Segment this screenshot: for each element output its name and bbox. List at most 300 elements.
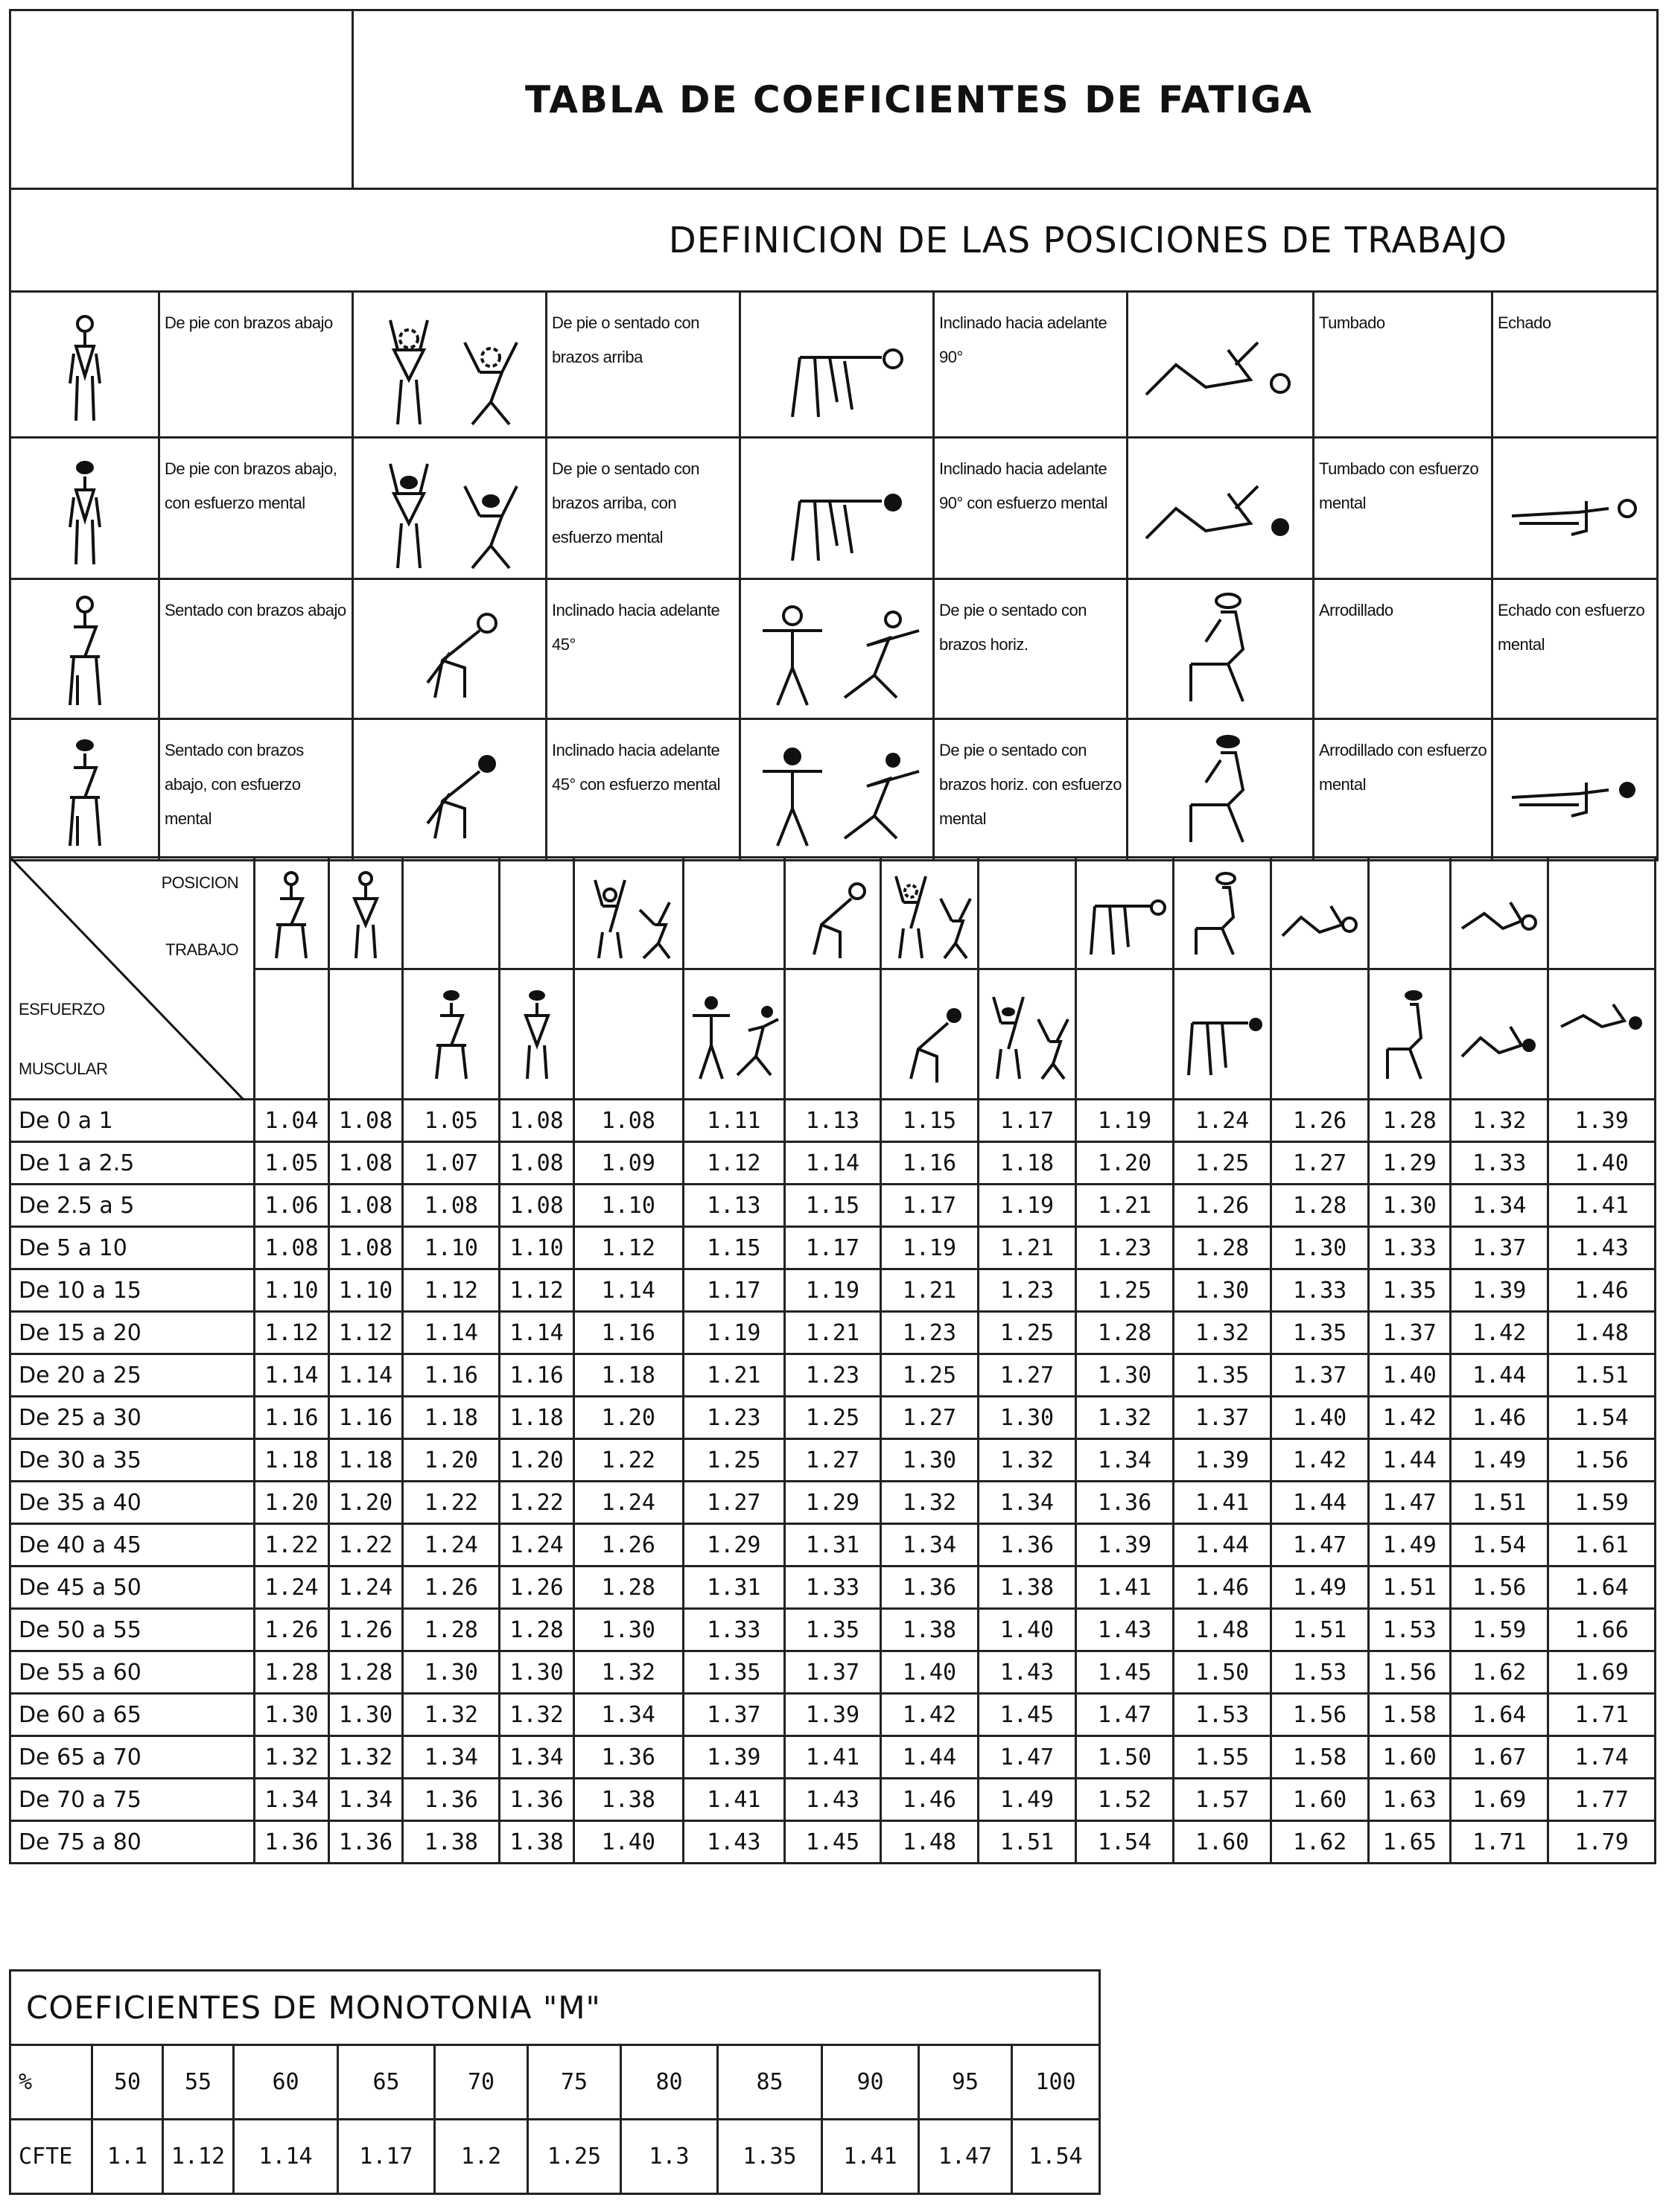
table-row <box>10 1736 1656 1779</box>
coefficient-cell: 1.05 <box>255 1142 329 1185</box>
coefficient-cell: 1.51 <box>1271 1609 1369 1651</box>
coefficient-cell: 1.33 <box>1451 1142 1548 1185</box>
coefficient-cell: 1.32 <box>978 1439 1075 1482</box>
table-row <box>10 1482 1656 1524</box>
coefficient-cell: 1.35 <box>1369 1269 1451 1312</box>
coefficient-cell: 1.25 <box>1076 1269 1174 1312</box>
coefficient-cell: 1.12 <box>403 1269 500 1312</box>
coefficient-cell: 1.60 <box>1369 1736 1451 1779</box>
coefficient-cell: 1.51 <box>978 1821 1075 1864</box>
row-label: De 30 a 35 <box>10 1439 255 1482</box>
coefficient-cell: 1.30 <box>328 1694 403 1736</box>
coefficient-cell: 1.17 <box>683 1269 784 1312</box>
row-label: De 75 a 80 <box>10 1821 255 1864</box>
coefficient-cell: 1.34 <box>880 1524 978 1566</box>
coefficient-cell: 1.21 <box>784 1312 880 1354</box>
coefficient-cell: 1.14 <box>255 1354 329 1397</box>
col-figure-kneeling-icon <box>1174 858 1271 969</box>
coefficient-cell: 1.08 <box>403 1185 500 1227</box>
coefficient-cell: 1.08 <box>500 1100 574 1142</box>
definitions-table <box>9 9 1659 861</box>
coefficient-cell: 1.27 <box>978 1354 1075 1397</box>
monotony-percent-cell: 85 <box>718 2045 822 2120</box>
coefficient-cell: 1.49 <box>978 1779 1075 1821</box>
coefficient-cell: 1.64 <box>1548 1566 1656 1609</box>
def-label: Echado con esfuerzo mental <box>1492 579 1658 719</box>
def-label: Inclinado hacia adelante 45° con esfuerzo mental <box>547 719 740 861</box>
coefficient-cell: 1.54 <box>1076 1821 1174 1864</box>
coefficient-cell: 1.32 <box>255 1736 329 1779</box>
coefficient-cell: 1.14 <box>328 1354 403 1397</box>
coefficient-cell: 1.64 <box>1451 1694 1548 1736</box>
coefficient-cell: 1.28 <box>1271 1185 1369 1227</box>
coefficient-cell: 1.43 <box>1548 1227 1656 1269</box>
coefficient-cell: 1.47 <box>1369 1482 1451 1524</box>
coefficient-cell: 1.46 <box>1174 1566 1271 1609</box>
coefficient-cell: 1.15 <box>784 1185 880 1227</box>
col-figure-bent-90-icon <box>1076 858 1174 969</box>
col-header-blank <box>573 969 683 1100</box>
coefficient-cell: 1.15 <box>683 1227 784 1269</box>
coefficient-cell: 1.53 <box>1174 1694 1271 1736</box>
coefficient-cell: 1.18 <box>403 1397 500 1439</box>
row-label: De 55 a 60 <box>10 1651 255 1694</box>
coefficient-cell: 1.09 <box>573 1142 683 1185</box>
coefficient-cell: 1.77 <box>1548 1779 1656 1821</box>
coefficient-cell: 1.59 <box>1548 1482 1656 1524</box>
monotony-percent-cell: 70 <box>435 2045 528 2120</box>
def-label: De pie con brazos abajo, con esfuerzo mental <box>159 438 353 579</box>
coefficient-cell: 1.25 <box>1174 1142 1271 1185</box>
coefficient-cell: 1.22 <box>500 1482 574 1524</box>
figure-lying-icon <box>1128 292 1314 438</box>
def-label: Arrodillado con esfuerzo mental <box>1314 719 1492 861</box>
monotony-title: COEFICIENTES DE MONOTONIA "M" <box>10 1971 1100 2045</box>
coefficient-cell: 1.56 <box>1369 1651 1451 1694</box>
table-row <box>10 1779 1656 1821</box>
coefficient-cell: 1.08 <box>500 1185 574 1227</box>
coefficient-cell: 1.51 <box>1451 1482 1548 1524</box>
coefficient-cell: 1.37 <box>1271 1354 1369 1397</box>
table-row <box>10 1651 1656 1694</box>
table-row <box>10 1566 1656 1609</box>
coefficient-cell: 1.65 <box>1369 1821 1451 1864</box>
coefficient-cell: 1.10 <box>573 1185 683 1227</box>
coefficient-cell: 1.30 <box>1076 1354 1174 1397</box>
row-label: De 50 a 55 <box>10 1609 255 1651</box>
coefficient-cell: 1.49 <box>1451 1439 1548 1482</box>
coefficient-cell: 1.28 <box>1369 1100 1451 1142</box>
coefficient-cell: 1.57 <box>1174 1779 1271 1821</box>
coefficient-cell: 1.59 <box>1451 1609 1548 1651</box>
coefficient-cell: 1.63 <box>1369 1779 1451 1821</box>
coefficient-cell: 1.28 <box>255 1651 329 1694</box>
def-label: De pie o sentado con brazos arriba, con esfuerzo mental <box>547 438 740 579</box>
col-header-blank <box>1548 858 1656 969</box>
figure-kneeling-mental-icon <box>1128 719 1314 861</box>
coefficient-cell: 1.56 <box>1548 1439 1656 1482</box>
col-figure-lying-mental-icon <box>1451 969 1548 1100</box>
coefficient-cell: 1.44 <box>1174 1524 1271 1566</box>
coefficient-cell: 1.08 <box>328 1227 403 1269</box>
coefficient-cell: 1.27 <box>880 1397 978 1439</box>
coefficient-cell: 1.39 <box>1548 1100 1656 1142</box>
coefficient-cell: 1.71 <box>1548 1694 1656 1736</box>
table-row <box>10 1821 1656 1864</box>
coefficient-cell: 1.49 <box>1271 1566 1369 1609</box>
coefficient-cell: 1.30 <box>255 1694 329 1736</box>
coefficient-cell: 1.36 <box>573 1736 683 1779</box>
coefficient-cell: 1.18 <box>328 1439 403 1482</box>
coefficient-cell: 1.39 <box>1451 1269 1548 1312</box>
col-figure-bent-90-mental-icon <box>1174 969 1271 1100</box>
coefficient-cell: 1.25 <box>683 1439 784 1482</box>
corner-label-work: TRABAJO <box>165 940 239 959</box>
monotony-coefficient-cell: 1.54 <box>1012 2120 1100 2194</box>
table-row <box>10 1312 1656 1354</box>
coefficient-cell: 1.13 <box>784 1100 880 1142</box>
monotony-percent-cell: 75 <box>528 2045 621 2120</box>
col-figure-arms-horizontal-mental-icon <box>683 969 784 1100</box>
def-label: Inclinado hacia adelante 90° con esfuerzo mental <box>934 438 1128 579</box>
coefficient-cell: 1.34 <box>1076 1439 1174 1482</box>
coefficient-cell: 1.16 <box>573 1312 683 1354</box>
coefficient-cell: 1.19 <box>683 1312 784 1354</box>
table-row <box>10 1269 1656 1312</box>
coefficient-cell: 1.62 <box>1271 1821 1369 1864</box>
coefficient-cell: 1.28 <box>500 1609 574 1651</box>
coefficient-cell: 1.36 <box>1076 1482 1174 1524</box>
coefficient-cell: 1.35 <box>784 1609 880 1651</box>
monotony-coefficient-cell: 1.14 <box>234 2120 338 2194</box>
coefficient-cell: 1.43 <box>978 1651 1075 1694</box>
coefficient-cell: 1.20 <box>255 1482 329 1524</box>
coefficient-cell: 1.50 <box>1174 1651 1271 1694</box>
coefficient-cell: 1.66 <box>1548 1609 1656 1651</box>
coefficient-cell: 1.67 <box>1451 1736 1548 1779</box>
coefficient-cell: 1.20 <box>573 1397 683 1439</box>
coefficient-cell: 1.41 <box>683 1779 784 1821</box>
monotony-percent-cell: 95 <box>919 2045 1012 2120</box>
coefficient-cell: 1.37 <box>784 1651 880 1694</box>
coefficient-cell: 1.20 <box>1076 1142 1174 1185</box>
coefficient-cell: 1.45 <box>1076 1651 1174 1694</box>
coefficient-cell: 1.08 <box>500 1142 574 1185</box>
coefficient-cell: 1.32 <box>1174 1312 1271 1354</box>
coefficient-cell: 1.20 <box>403 1439 500 1482</box>
coefficient-cell: 1.19 <box>784 1269 880 1312</box>
coefficient-cell: 1.34 <box>255 1779 329 1821</box>
coefficient-cell: 1.37 <box>683 1694 784 1736</box>
coefficient-cell: 1.27 <box>683 1482 784 1524</box>
coefficient-cell: 1.22 <box>328 1524 403 1566</box>
coefficient-cell: 1.56 <box>1271 1694 1369 1736</box>
header-blank-cell <box>10 10 353 189</box>
coefficient-cell: 1.41 <box>784 1736 880 1779</box>
coefficient-cell: 1.17 <box>880 1185 978 1227</box>
coefficient-cell: 1.39 <box>683 1736 784 1779</box>
coefficient-cell: 1.10 <box>403 1227 500 1269</box>
col-figure-bent-45-icon <box>784 858 880 969</box>
coefficient-cell: 1.18 <box>978 1142 1075 1185</box>
coefficient-cell: 1.27 <box>1271 1142 1369 1185</box>
coefficient-cell: 1.58 <box>1271 1736 1369 1779</box>
col-figure-lying-2-icon <box>1451 858 1548 969</box>
table-row <box>10 1397 1656 1439</box>
coefficient-cell: 1.55 <box>1174 1736 1271 1779</box>
coefficient-cell: 1.29 <box>784 1482 880 1524</box>
monotony-coefficient-cell: 1.17 <box>338 2120 435 2194</box>
coefficient-cell: 1.19 <box>1076 1100 1174 1142</box>
table-row <box>10 1439 1656 1482</box>
monotony-coefficient-cell: 1.12 <box>163 2120 234 2194</box>
coefficient-cell: 1.44 <box>880 1736 978 1779</box>
coefficient-cell: 1.42 <box>1369 1397 1451 1439</box>
coefficient-cell: 1.17 <box>978 1100 1075 1142</box>
def-label: Sentado con brazos abajo <box>159 579 353 719</box>
coefficient-cell: 1.19 <box>978 1185 1075 1227</box>
coefficient-cell: 1.13 <box>683 1185 784 1227</box>
coefficient-cell: 1.26 <box>500 1566 574 1609</box>
coefficient-cell: 1.21 <box>978 1227 1075 1269</box>
coefficient-cell: 1.20 <box>500 1439 574 1482</box>
coefficient-cell: 1.47 <box>1076 1694 1174 1736</box>
coefficient-cell: 1.10 <box>500 1227 574 1269</box>
figure-arms-horizontal-mental-icon <box>740 719 934 861</box>
corner-label-position: POSICION <box>161 873 239 892</box>
figure-arms-up-icon <box>353 292 547 438</box>
coefficient-cell: 1.12 <box>573 1227 683 1269</box>
col-figure-seated-mental-icon <box>403 969 500 1100</box>
coefficient-cell: 1.25 <box>978 1312 1075 1354</box>
coefficient-cell: 1.51 <box>1548 1354 1656 1397</box>
coefficient-cell: 1.48 <box>1548 1312 1656 1354</box>
def-label: Tumbado <box>1314 292 1492 438</box>
coefficient-cell: 1.38 <box>880 1609 978 1651</box>
coefficient-cell: 1.35 <box>683 1651 784 1694</box>
row-label: De 20 a 25 <box>10 1354 255 1397</box>
table-row <box>10 1694 1656 1736</box>
coefficient-cell: 1.62 <box>1451 1651 1548 1694</box>
coefficient-cell: 1.25 <box>880 1354 978 1397</box>
col-header-blank <box>1369 858 1451 969</box>
coefficient-cell: 1.56 <box>1451 1566 1548 1609</box>
figure-seated-icon <box>10 579 159 719</box>
coefficient-cell: 1.43 <box>784 1779 880 1821</box>
figure-standing-mental-icon <box>10 438 159 579</box>
monotony-percent-cell: 50 <box>92 2045 163 2120</box>
col-header-blank <box>978 858 1075 969</box>
col-figure-arms-up-icon <box>573 858 683 969</box>
coefficient-cell: 1.54 <box>1451 1524 1548 1566</box>
table-row <box>10 1524 1656 1566</box>
table-row <box>10 1609 1656 1651</box>
coefficient-cell: 1.74 <box>1548 1736 1656 1779</box>
coefficient-cell: 1.35 <box>1271 1312 1369 1354</box>
coefficient-cell: 1.21 <box>880 1269 978 1312</box>
coefficient-cell: 1.22 <box>573 1439 683 1482</box>
monotony-percent-cell: 90 <box>822 2045 919 2120</box>
col-header-blank <box>784 969 880 1100</box>
col-header-blank <box>255 969 329 1100</box>
def-label: Inclinado hacia adelante 90° <box>934 292 1128 438</box>
coefficient-cell: 1.34 <box>403 1736 500 1779</box>
coefficient-cell: 1.29 <box>683 1524 784 1566</box>
coefficient-cell: 1.42 <box>1271 1439 1369 1482</box>
coefficient-cell: 1.38 <box>573 1779 683 1821</box>
monotony-coefficient-cell: 1.41 <box>822 2120 919 2194</box>
row-label: De 70 a 75 <box>10 1779 255 1821</box>
corner-header <box>10 858 255 1100</box>
coefficient-cell: 1.51 <box>1369 1566 1451 1609</box>
coefficient-cell: 1.30 <box>573 1609 683 1651</box>
coefficient-cell: 1.30 <box>880 1439 978 1482</box>
figure-prone-icon <box>1492 438 1658 579</box>
coefficient-cell: 1.10 <box>255 1269 329 1312</box>
figure-standing-icon <box>10 292 159 438</box>
coefficient-cell: 1.22 <box>403 1482 500 1524</box>
coefficient-cell: 1.23 <box>978 1269 1075 1312</box>
coefficient-cell: 1.28 <box>403 1609 500 1651</box>
coefficient-cell: 1.49 <box>1369 1524 1451 1566</box>
coefficient-cell: 1.34 <box>978 1482 1075 1524</box>
coefficient-cell: 1.23 <box>1076 1227 1174 1269</box>
monotony-cfte-label: CFTE <box>10 2120 92 2194</box>
coefficient-cell: 1.08 <box>328 1185 403 1227</box>
coefficient-cell: 1.40 <box>978 1609 1075 1651</box>
coefficient-cell: 1.18 <box>573 1354 683 1397</box>
page-title: TABLA DE COEFICIENTES DE FATIGA <box>353 10 1658 189</box>
def-label: De pie o sentado con brazos horiz. <box>934 579 1128 719</box>
coefficient-cell: 1.33 <box>683 1609 784 1651</box>
coefficient-cell: 1.28 <box>1076 1312 1174 1354</box>
coefficient-cell: 1.12 <box>255 1312 329 1354</box>
def-label: De pie o sentado con brazos arriba <box>547 292 740 438</box>
coefficient-cell: 1.23 <box>880 1312 978 1354</box>
coefficient-cell: 1.53 <box>1271 1651 1369 1694</box>
coefficient-cell: 1.30 <box>500 1651 574 1694</box>
col-header-blank <box>1076 969 1174 1100</box>
col-header-blank <box>500 858 574 969</box>
coefficient-cell: 1.36 <box>328 1821 403 1864</box>
coefficient-cell: 1.41 <box>1548 1185 1656 1227</box>
coefficient-cell: 1.30 <box>1174 1269 1271 1312</box>
coefficient-cell: 1.30 <box>1271 1227 1369 1269</box>
coefficient-cell: 1.71 <box>1451 1821 1548 1864</box>
coefficient-cell: 1.24 <box>1174 1100 1271 1142</box>
def-label: Tumbado con esfuerzo mental <box>1314 438 1492 579</box>
row-label: De 35 a 40 <box>10 1482 255 1524</box>
coefficient-cell: 1.58 <box>1369 1694 1451 1736</box>
coefficient-cell: 1.30 <box>978 1397 1075 1439</box>
col-header-blank <box>683 858 784 969</box>
coefficient-cell: 1.08 <box>255 1227 329 1269</box>
monotony-percent-label: % <box>10 2045 92 2120</box>
coefficient-cell: 1.32 <box>880 1482 978 1524</box>
coefficient-cell: 1.08 <box>328 1100 403 1142</box>
monotony-coefficient-cell: 1.25 <box>528 2120 621 2194</box>
coefficient-cell: 1.36 <box>255 1821 329 1864</box>
monotony-percent-cell: 100 <box>1012 2045 1100 2120</box>
row-label: De 0 a 1 <box>10 1100 255 1142</box>
coefficient-cell: 1.26 <box>255 1609 329 1651</box>
coefficient-cell: 1.47 <box>1271 1524 1369 1566</box>
coefficient-cell: 1.21 <box>683 1354 784 1397</box>
coefficient-cell: 1.40 <box>880 1651 978 1694</box>
row-label: De 2.5 a 5 <box>10 1185 255 1227</box>
def-label: Sentado con brazos abajo, con esfuerzo mental <box>159 719 353 861</box>
coefficient-cell: 1.26 <box>573 1524 683 1566</box>
coefficient-cell: 1.60 <box>1174 1821 1271 1864</box>
coefficient-cell: 1.36 <box>978 1524 1075 1566</box>
coefficient-cell: 1.21 <box>1076 1185 1174 1227</box>
def-label: De pie con brazos abajo <box>159 292 353 438</box>
coefficient-cell: 1.12 <box>328 1312 403 1354</box>
coefficient-cell: 1.33 <box>784 1566 880 1609</box>
coefficient-cell: 1.41 <box>1076 1566 1174 1609</box>
col-header-blank <box>328 969 403 1100</box>
figure-bent-45-icon <box>353 579 547 719</box>
coefficient-cell: 1.45 <box>978 1694 1075 1736</box>
section-subtitle: DEFINICION DE LAS POSICIONES DE TRABAJO <box>10 189 1658 292</box>
coefficient-cell: 1.16 <box>255 1397 329 1439</box>
coefficient-cell: 1.40 <box>573 1821 683 1864</box>
coefficient-cell: 1.07 <box>403 1142 500 1185</box>
coefficient-cell: 1.31 <box>683 1566 784 1609</box>
coefficient-cell: 1.24 <box>255 1566 329 1609</box>
coefficient-cell: 1.45 <box>784 1821 880 1864</box>
coefficient-cell: 1.12 <box>500 1269 574 1312</box>
row-label: De 40 a 45 <box>10 1524 255 1566</box>
monotony-table <box>9 1969 1101 2195</box>
coefficient-cell: 1.46 <box>1548 1269 1656 1312</box>
monotony-coefficient-cell: 1.1 <box>92 2120 163 2194</box>
coefficient-cell: 1.41 <box>1174 1482 1271 1524</box>
col-figure-lying-icon <box>1271 858 1369 969</box>
table-row <box>10 1227 1656 1269</box>
coefficient-cell: 1.31 <box>784 1524 880 1566</box>
row-label: De 45 a 50 <box>10 1566 255 1609</box>
monotony-coefficient-cell: 1.35 <box>718 2120 822 2194</box>
coefficient-cell: 1.12 <box>683 1142 784 1185</box>
corner-label-muscular: MUSCULAR <box>19 1059 108 1078</box>
row-label: De 1 a 2.5 <box>10 1142 255 1185</box>
coefficient-cell: 1.26 <box>1271 1100 1369 1142</box>
figure-prone-mental-icon <box>1492 719 1658 861</box>
coefficient-rows <box>10 1100 1656 1864</box>
coefficient-cell: 1.06 <box>255 1185 329 1227</box>
coefficient-cell: 1.25 <box>784 1397 880 1439</box>
col-figure-seated-icon <box>255 858 329 969</box>
row-label: De 60 a 65 <box>10 1694 255 1736</box>
coefficient-cell: 1.53 <box>1369 1609 1451 1651</box>
coefficient-cell: 1.18 <box>500 1397 574 1439</box>
coefficient-cell: 1.18 <box>255 1439 329 1482</box>
col-figure-bent-45-mental-icon <box>880 969 978 1100</box>
coefficient-cell: 1.17 <box>784 1227 880 1269</box>
coefficient-cell: 1.10 <box>328 1269 403 1312</box>
figure-arms-up-mental-icon <box>353 438 547 579</box>
col-header-blank <box>403 858 500 969</box>
coefficient-cell: 1.11 <box>683 1100 784 1142</box>
coefficient-cell: 1.46 <box>1451 1397 1548 1439</box>
coefficient-cell: 1.69 <box>1451 1779 1548 1821</box>
coefficient-cell: 1.29 <box>1369 1142 1451 1185</box>
coefficient-cell: 1.28 <box>573 1566 683 1609</box>
coefficient-cell: 1.79 <box>1548 1821 1656 1864</box>
coefficient-cell: 1.34 <box>328 1779 403 1821</box>
coefficient-cell: 1.14 <box>403 1312 500 1354</box>
